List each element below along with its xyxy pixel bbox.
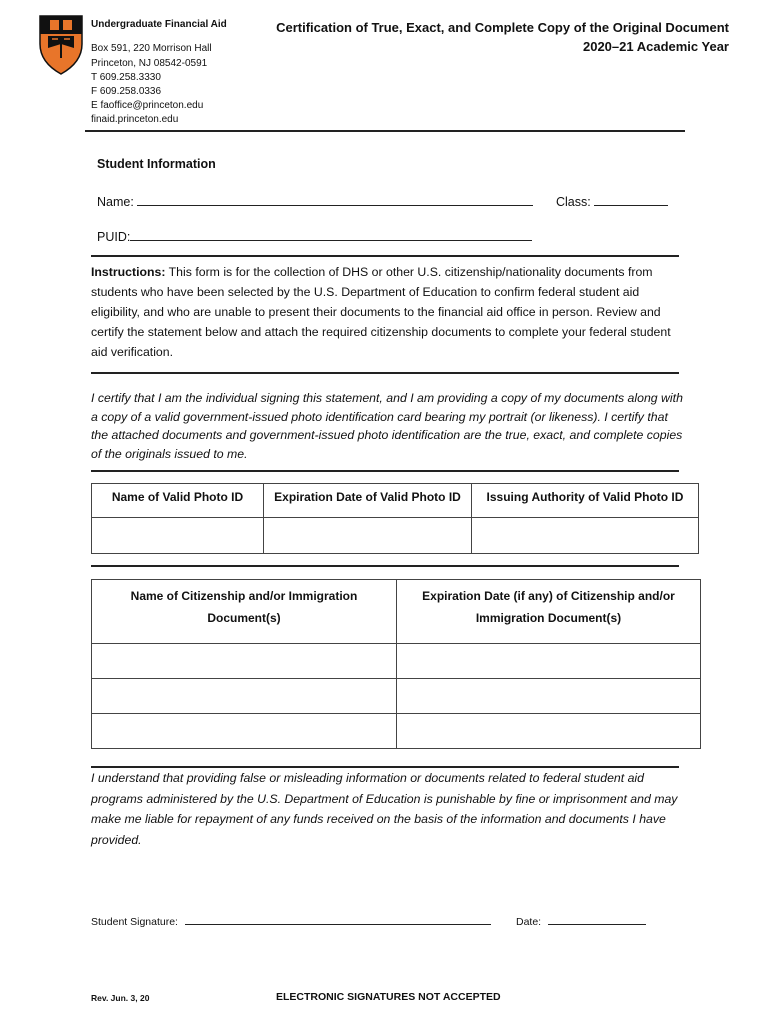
name-label: Name:: [97, 195, 134, 209]
website: finaid.princeton.edu: [91, 114, 179, 125]
date-label: Date:: [516, 916, 542, 928]
address-line-1: Box 591, 220 Morrison Hall: [91, 43, 212, 54]
header-divider: [85, 130, 685, 132]
signature-label: Student Signature:: [91, 916, 178, 928]
citizenship-expiration-cell[interactable]: [397, 679, 701, 714]
date-row: [516, 914, 646, 928]
citizenship-name-cell[interactable]: [92, 644, 397, 679]
instructions-divider: [91, 372, 679, 374]
table-row: [92, 518, 699, 554]
citizenship-name-cell[interactable]: [92, 714, 397, 749]
revision-date: Rev. Jun. 3, 20: [91, 993, 150, 1003]
citizenship-expiration-cell[interactable]: [397, 644, 701, 679]
photo-id-expiration-header: Expiration Date of Valid Photo ID: [264, 484, 472, 518]
certification-divider: [91, 470, 679, 472]
puid-field[interactable]: [130, 228, 532, 241]
certification-statement: I certify that I am the individual signing this statement, and I am providing a copy of my documents along with a copy of a valid government-issued photo identification card bearing my portrait (or likeness). I certify that the attached documents and government-issued photo identification are the true, exact, and complete copies of the originals issued to me.: [91, 391, 683, 461]
photo-id-authority-cell[interactable]: [472, 518, 699, 554]
photo-id-header-row: [92, 484, 699, 518]
class-row: [556, 193, 668, 209]
student-info-divider: [91, 255, 679, 257]
citizenship-name-cell[interactable]: [92, 679, 397, 714]
instructions-text: This form is for the collection of DHS or other U.S. citizenship/nationality documents from students who have been selected by the U.S. Department of Education to confirm federal student aid eligibility, and who are unable to present their documents to the financial aid office in person. Review and certify the statement below and attach the required citizenship documents to complete your federal student aid verification.: [91, 265, 671, 359]
photo-id-name-header: Name of Valid Photo ID: [92, 484, 264, 518]
address-line-2: Princeton, NJ 08542-0591: [91, 58, 208, 69]
name-field[interactable]: [137, 193, 533, 206]
puid-row: [97, 228, 532, 244]
date-field[interactable]: [548, 914, 646, 925]
phone-number: T 609.258.3330: [91, 72, 161, 83]
class-label: Class:: [556, 195, 591, 209]
table-row: [92, 679, 701, 714]
office-name: Undergraduate Financial Aid: [91, 19, 227, 30]
citizenship-expiration-header: Expiration Date (if any) of Citizenship and/or Immigration Document(s): [397, 580, 701, 644]
citizenship-expiration-cell[interactable]: [397, 714, 701, 749]
fax-number: F 609.258.0336: [91, 86, 162, 97]
document-title: Certification of True, Exact, and Complete Copy of the Original Document: [276, 20, 729, 35]
electronic-signature-notice: ELECTRONIC SIGNATURES NOT ACCEPTED: [276, 991, 501, 1003]
student-info-heading: Student Information: [97, 157, 216, 171]
understanding-statement: I understand that providing false or misleading information or documents related to federal student aid programs administered by the U.S. Department of Education is punishable by fine or imprisonment and may make me liable for repayment of any funds received on the basis of the information and documents I have provided.: [91, 771, 678, 847]
instructions-block: [91, 262, 687, 362]
citizenship-name-header: Name of Citizenship and/or Immigration Document(s): [92, 580, 397, 644]
table-row: [92, 714, 701, 749]
email-address: E faoffice@princeton.edu: [91, 100, 204, 111]
signature-row: [91, 914, 491, 928]
photo-id-name-cell[interactable]: [92, 518, 264, 554]
citizenship-table: [91, 579, 701, 749]
citizenship-header-row: [92, 580, 701, 644]
name-row: [97, 193, 533, 209]
class-field[interactable]: [594, 193, 668, 206]
photo-id-table: [91, 483, 699, 554]
photo-id-expiration-cell[interactable]: [264, 518, 472, 554]
instructions-label: Instructions:: [91, 265, 166, 279]
table-row: [92, 644, 701, 679]
puid-label: PUID:: [97, 230, 131, 244]
photo-id-divider: [91, 565, 679, 567]
photo-id-authority-header: Issuing Authority of Valid Photo ID: [472, 484, 699, 518]
princeton-shield-logo: [38, 14, 84, 76]
academic-year: 2020–21 Academic Year: [582, 39, 729, 54]
signature-field[interactable]: [185, 914, 491, 925]
